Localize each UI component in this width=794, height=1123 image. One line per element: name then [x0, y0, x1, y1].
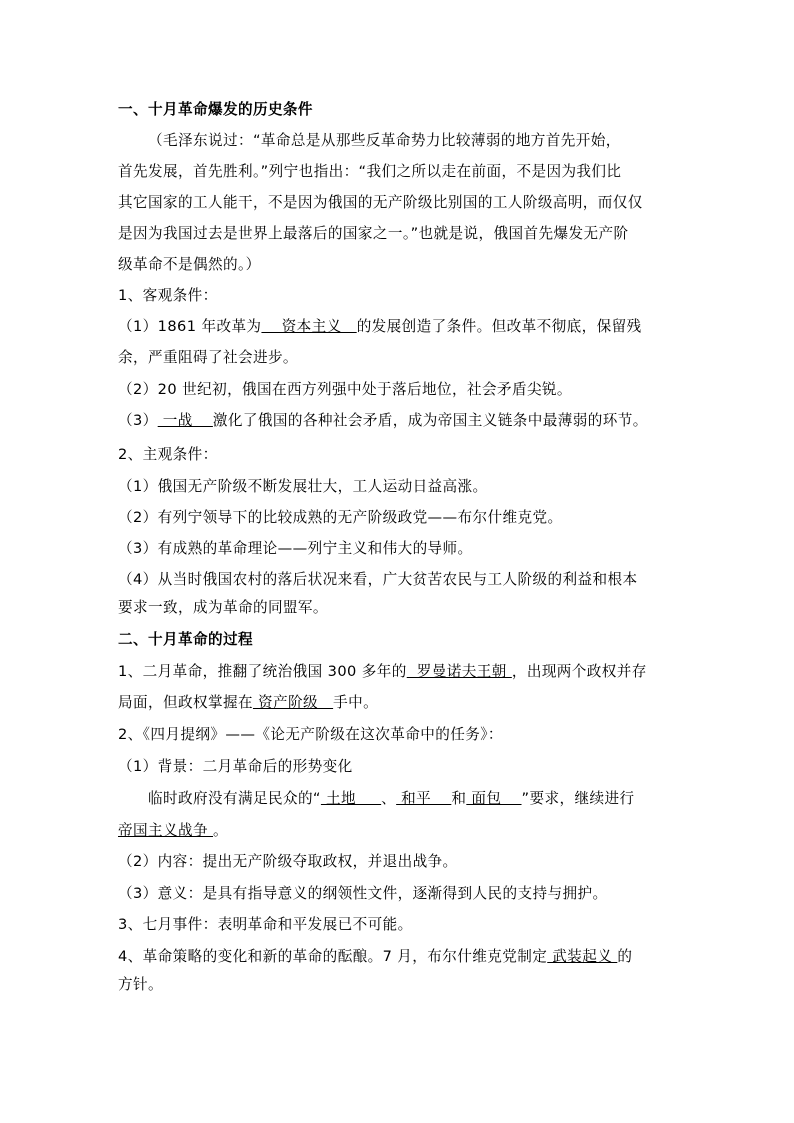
objective-item-1 [118, 317, 642, 337]
text: 。 [213, 822, 229, 839]
process-item-2-3: （3）意义：是具有指导意义的纲领性文件，逐渐得到人民的支持与拥护。 [118, 885, 608, 902]
text: ，出现两个政权并存 [511, 663, 647, 680]
subjective-item-cont: 要求一致，成为革命的同盟军。 [118, 599, 328, 616]
quote-line: 级革命不是偶然的。） [118, 256, 261, 273]
objective-heading: 1、客观条件： [118, 287, 218, 304]
process-item-2-1b [148, 789, 634, 809]
subjective-heading: 2、主观条件： [118, 446, 218, 463]
text: （1）1861 年改革为 [118, 318, 262, 335]
text: 和 [451, 790, 467, 807]
answer-blank: 罗曼诺夫王朝 [406, 663, 512, 680]
text: 的 [617, 948, 633, 965]
text: 4、革命策略的变化和新的革命的酝酿。7 月，布尔什维克党制定 [118, 948, 548, 965]
objective-item-2: （2）20 世纪初，俄国在西方列强中处于落后地位，社会矛盾尖锐。 [118, 381, 572, 398]
process-item-4-cont: 方针。 [118, 976, 163, 993]
answer-blank: 一战 [157, 412, 213, 429]
answer-blank: 土地 [320, 790, 382, 807]
text: （3） [118, 412, 158, 429]
process-item-2-2: （2）内容：提出无产阶级夺取政权，并退出战争。 [118, 853, 458, 870]
text: 、 [381, 790, 397, 807]
answer-blank: 资本主义 [261, 318, 357, 335]
quote-line: 首先发展，首先胜利。”列宁也指出：“我们之所以走在前面，不是因为我们比 [118, 163, 622, 180]
process-item-2: 2、《四月提纲》——《论无产阶级在这次革命中的任务》： [118, 726, 503, 743]
objective-item-1-cont: 余，严重阻碍了社会进步。 [118, 349, 298, 366]
answer-blank: 和平 [396, 790, 452, 807]
text: 的发展创造了条件。但改革不彻底，保留残 [356, 318, 642, 335]
answer-blank: 帝国主义战争 [118, 822, 214, 839]
text: 局面，但政权掌握在 [118, 694, 253, 711]
text: 激化了俄国的各种社会矛盾，成为帝国主义链条中最薄弱的环节。 [212, 412, 648, 429]
subjective-item: （4）从当时俄国农村的落后状况来看，广大贫苦农民与工人阶级的利益和根本 [118, 571, 638, 588]
process-item-1 [118, 662, 647, 682]
quote-line: 其它国家的工人能干，不是因为俄国的无产阶级比别国的工人阶级高明，而仅仅 [118, 194, 643, 211]
text: 手中。 [333, 694, 379, 711]
text: ”要求，继续进行 [521, 790, 635, 807]
answer-blank: 面包 [466, 790, 522, 807]
quote-line: （毛泽东说过：“革命总是从那些反革命势力比较薄弱的地方首先开始， [148, 132, 621, 149]
process-item-1-cont [118, 693, 378, 713]
process-item-4 [118, 947, 632, 967]
answer-blank: 武装起义 [547, 948, 618, 965]
process-item-3: 3、七月事件：表明革命和平发展已不可能。 [118, 916, 413, 933]
section2-title: 二、十月革命的过程 [118, 631, 253, 648]
objective-item-3 [118, 411, 648, 431]
subjective-item: （2）有列宁领导下的比较成熟的无产阶级政党——布尔什维克党。 [118, 509, 563, 526]
quote-line: 是因为我国过去是世界上最落后的国家之一。”也就是说，俄国首先爆发无产阶 [118, 225, 629, 242]
answer-blank: 资产阶级 [252, 694, 334, 711]
text: 临时政府没有满足民众的“ [148, 790, 321, 807]
subjective-item: （1）俄国无产阶级不断发展壮大，工人运动日益高涨。 [118, 478, 488, 495]
process-item-2-1c [118, 821, 228, 841]
process-item-2-1: （1）背景：二月革命后的形势变化 [118, 758, 353, 775]
section1-title: 一、十月革命爆发的历史条件 [118, 101, 313, 118]
text: 1、二月革命，推翻了统治俄国 300 多年的 [118, 663, 407, 680]
subjective-item: （3）有成熟的革命理论——列宁主义和伟大的导师。 [118, 540, 473, 557]
